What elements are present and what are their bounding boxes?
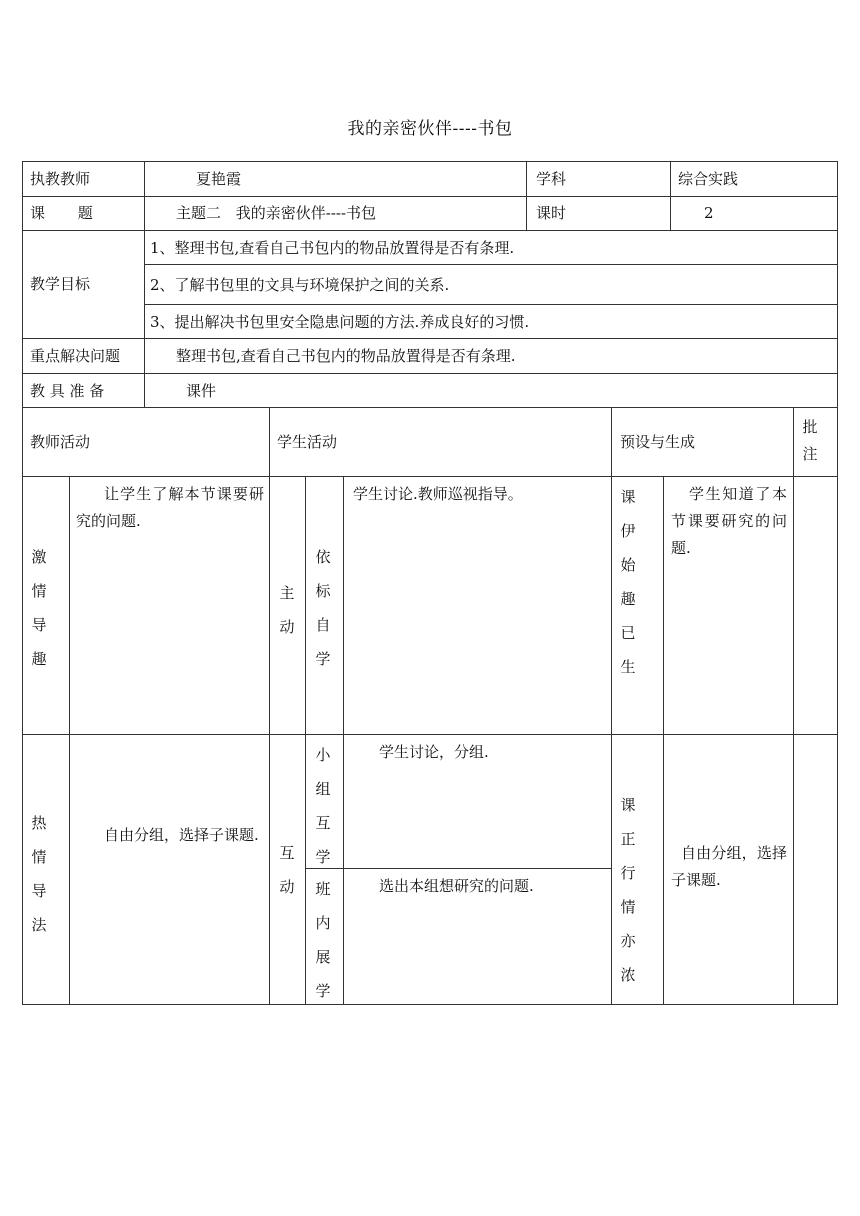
row-divider: [144, 304, 838, 305]
preset-label: [614, 788, 642, 992]
topic-value: 主题二 我的亲密伙伴----书包: [176, 204, 377, 222]
method-label: [313, 540, 333, 676]
stage-label-text: 激 情 导 趣: [31, 548, 47, 668]
key-problem-label: 重点解决问题: [30, 347, 121, 365]
key-problem-value: 整理书包,查看自己书包内的物品放置得是否有条理.: [176, 347, 516, 365]
preset-label-text: 课 伊 始 趣 已 生: [620, 488, 636, 676]
subject-label: 学科: [536, 170, 567, 188]
preset-text: 学生知道了本节课要研究的问题.: [671, 485, 787, 557]
preset-label: [618, 480, 638, 684]
hours-label: 课时: [536, 204, 567, 222]
preset-text: 自由分组，选择子课题.: [671, 844, 787, 889]
header-preset: 预设与生成: [620, 433, 696, 451]
method-label-text: 小 组 互 学: [315, 746, 331, 866]
column-divider: [670, 161, 671, 230]
column-divider: [526, 161, 527, 230]
header-student-activity: 学生活动: [277, 433, 338, 451]
method-label: [313, 872, 333, 1008]
teacher-activity-text: 自由分组，选择子课题.: [104, 826, 259, 844]
student-activity-text: 选出本组想研究的问题.: [379, 877, 534, 895]
teacher-label: 执教教师: [30, 170, 91, 188]
goals-label: 教学目标: [30, 275, 91, 293]
method-label-text: 班 内 展 学: [315, 880, 331, 1000]
method-label: [313, 738, 333, 874]
header-note: [800, 414, 820, 468]
method-label-text: 依 标 自 学: [315, 548, 331, 668]
column-divider: [305, 476, 306, 1005]
mode-label-text: 主 动: [279, 584, 295, 636]
column-divider: [144, 161, 145, 408]
stage-label: [29, 540, 49, 676]
tools-value: 课件: [186, 382, 217, 400]
teacher-activity-text: 让学生了解本节课要研究的问题.: [76, 485, 264, 530]
column-divider: [793, 407, 794, 1005]
mode-label: [277, 836, 297, 904]
mode-label-text: 互 动: [279, 844, 295, 896]
header-note-text: 批 注: [802, 418, 818, 463]
mode-label: [277, 576, 297, 644]
topic-label: 课 题: [30, 204, 93, 222]
column-divider: [343, 476, 344, 1005]
column-divider: [69, 476, 70, 1005]
goal-item: 1、整理书包,查看自己书包内的物品放置得是否有条理.: [150, 239, 515, 257]
table-border-bottom: [22, 1004, 838, 1005]
page-title: 我的亲密伙伴----书包: [347, 119, 513, 139]
tools-label: 教 具 准 备: [30, 382, 105, 400]
row-divider: [22, 734, 838, 735]
goal-item: 2、了解书包里的文具与环境保护之间的关系.: [150, 276, 450, 294]
subject-value: 综合实践: [678, 170, 739, 188]
goal-item: 3、提出解决书包里安全隐患问题的方法.养成良好的习惯.: [150, 313, 530, 331]
stage-label: [29, 806, 49, 942]
row-divider: [144, 264, 838, 265]
row-divider: [22, 476, 838, 477]
teacher-name: 夏艳霞: [196, 170, 242, 188]
header-teacher-activity: 教师活动: [30, 433, 91, 451]
student-activity-text: 学生讨论.教师巡视指导。: [353, 485, 523, 503]
row-divider: [305, 868, 611, 869]
table-border-right: [837, 161, 838, 1005]
table-border-left: [22, 161, 23, 1005]
hours-value: 2: [704, 204, 714, 222]
column-divider: [663, 476, 664, 1005]
student-activity-text: 学生讨论，分组.: [379, 743, 489, 761]
stage-label-text: 热 情 导 法: [31, 814, 47, 934]
preset-label-text: 课正 行 情 亦 浓: [620, 796, 636, 984]
column-divider: [611, 407, 612, 1005]
column-divider: [269, 407, 270, 1005]
